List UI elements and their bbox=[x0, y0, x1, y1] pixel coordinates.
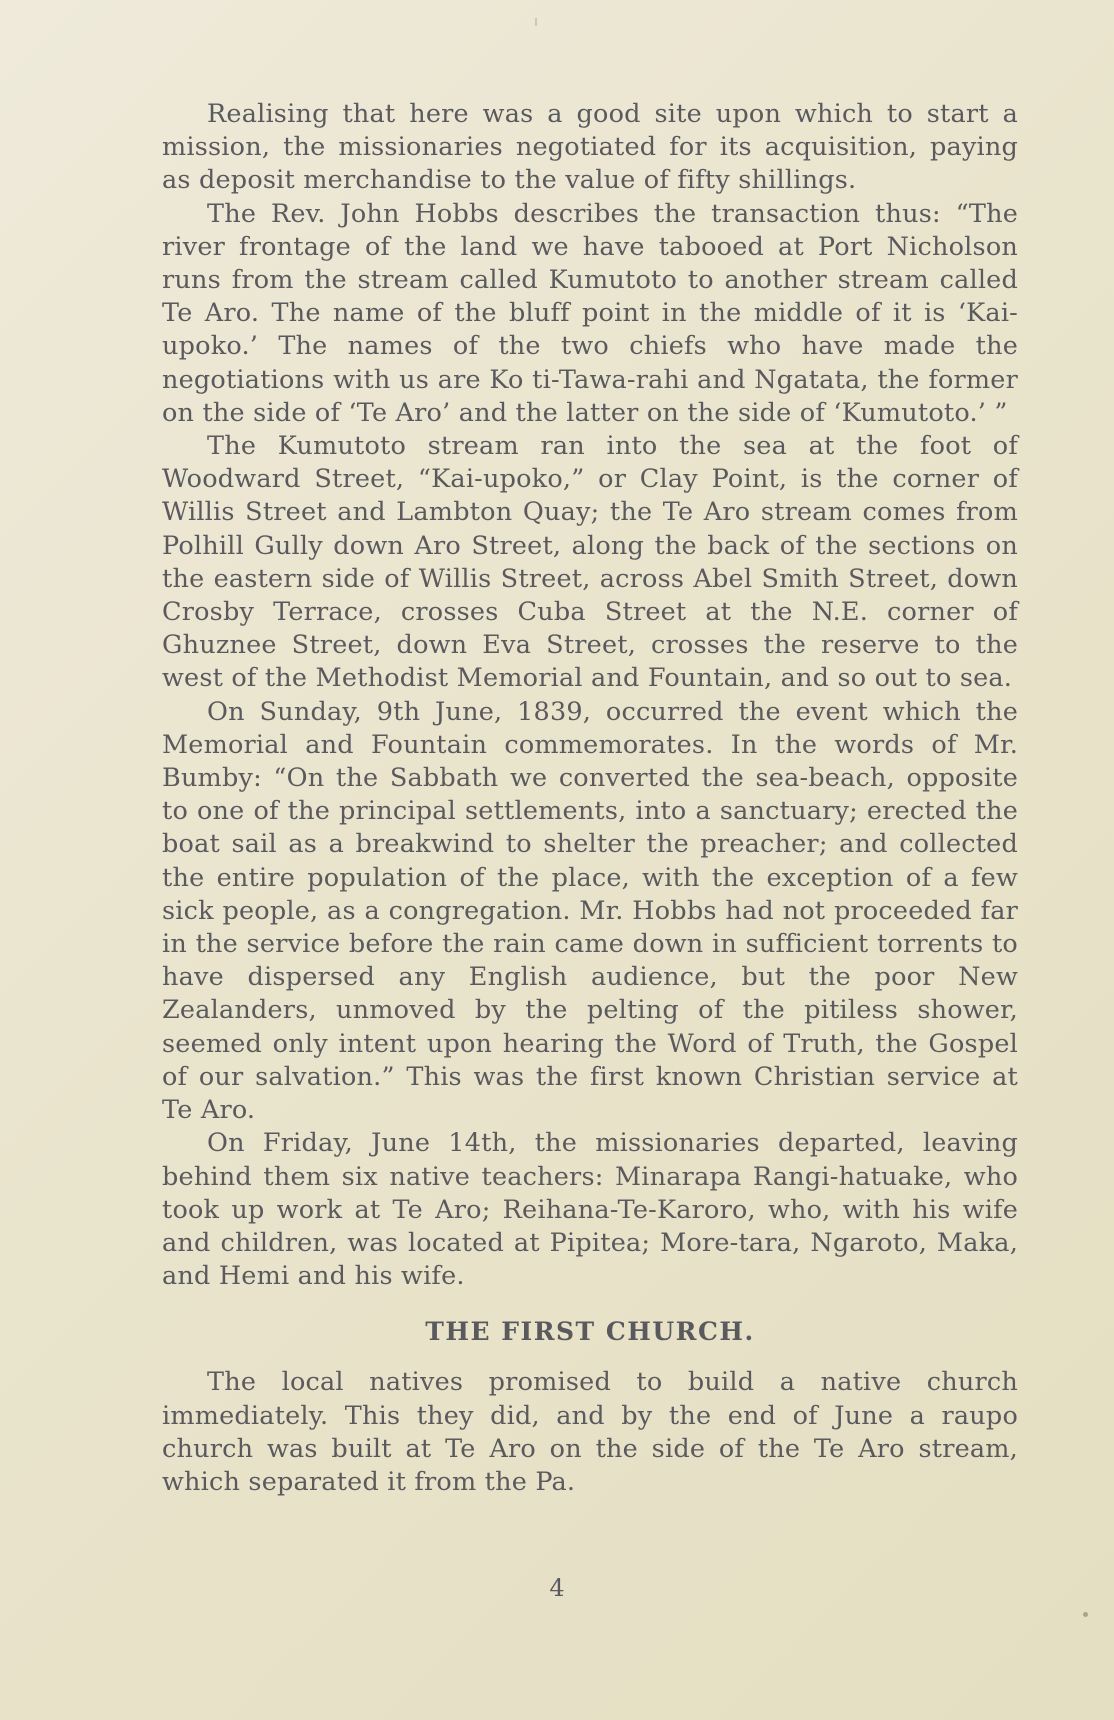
paper-crease-mark bbox=[535, 18, 537, 26]
page-body bbox=[162, 98, 1018, 1499]
paragraph: The Rev. John Hobbs describes the transaction thus: “The river frontage of the land we have tabooed at Port Nicholson runs from the stream called Kumutoto to another stream called Te Aro. The name of the bluff point in the middle of it is ‘Kai-upoko.’ The names of the two chiefs who have made the negotiations with us are Ko ti-Tawa-rahi and Ngatata, the former on the side of ‘Te Aro’ and the latter on the side of ‘Kumutoto.’ ” bbox=[162, 198, 1018, 428]
paper-speck bbox=[1083, 1612, 1088, 1617]
paragraph: On Sunday, 9th June, 1839, occurred the event which the Memorial and Fountain commemorates. In the words of Mr. Bumby: “On the Sabbath we converted the sea-beach, opposite to one of the principal settlements, into a sanctuary; erected the boat sail as a breakwind to shelter the preacher; and collected the entire population of the place, with the exception of a few sick people, as a congregation. Mr. Hobbs had not proceeded far in the service before the rain came down in sufficient torrents to have dispersed any English audience, but the poor New Zealanders, unmoved by the pelting of the pitiless shower, seemed only intent upon hearing the Word of Truth, the Gospel of our salvation.” This was the first known Christian service at Te Aro. bbox=[162, 696, 1018, 1126]
paragraph: The local natives promised to build a native church immediately. This they did, and by the end of June a raupo church was built at Te Aro on the side of the Te Aro stream, which separated it from the Pa. bbox=[162, 1367, 1018, 1497]
paragraph: The Kumutoto stream ran into the sea at the foot of Woodward Street, “Kai-upoko,” or Clay Point, is the corner of Willis Street and Lambton Quay; the Te Aro stream comes from Polhill Gully down Aro Street, along the back of the sections on the eastern side of Willis Street, across Abel Smith Street, down Crosby Terrace, crosses Cuba Street at the N.E. corner of Ghuznee Street, down Eva Street, crosses the reserve to the west of the Methodist Memorial and Fountain, and so out to sea. bbox=[162, 431, 1018, 694]
section-heading: THE FIRST CHURCH. bbox=[425, 1317, 755, 1347]
paragraph: Realising that here was a good site upon which to start a mission, the missionaries negotiated for its acquisition, paying as deposit merchandise to the value of fifty shillings. bbox=[162, 99, 1018, 196]
paragraph: On Friday, June 14th, the missionaries departed, leaving behind them six native teachers: Minarapa Rangi-hatuake, who took up work at Te Aro; Reihana-Te-Karoro, who, with his wife and children, was located at Pipitea; More-tara, Ngaroto, Maka, and Hemi and his wife. bbox=[162, 1128, 1018, 1292]
page-number: 4 bbox=[549, 1574, 565, 1602]
